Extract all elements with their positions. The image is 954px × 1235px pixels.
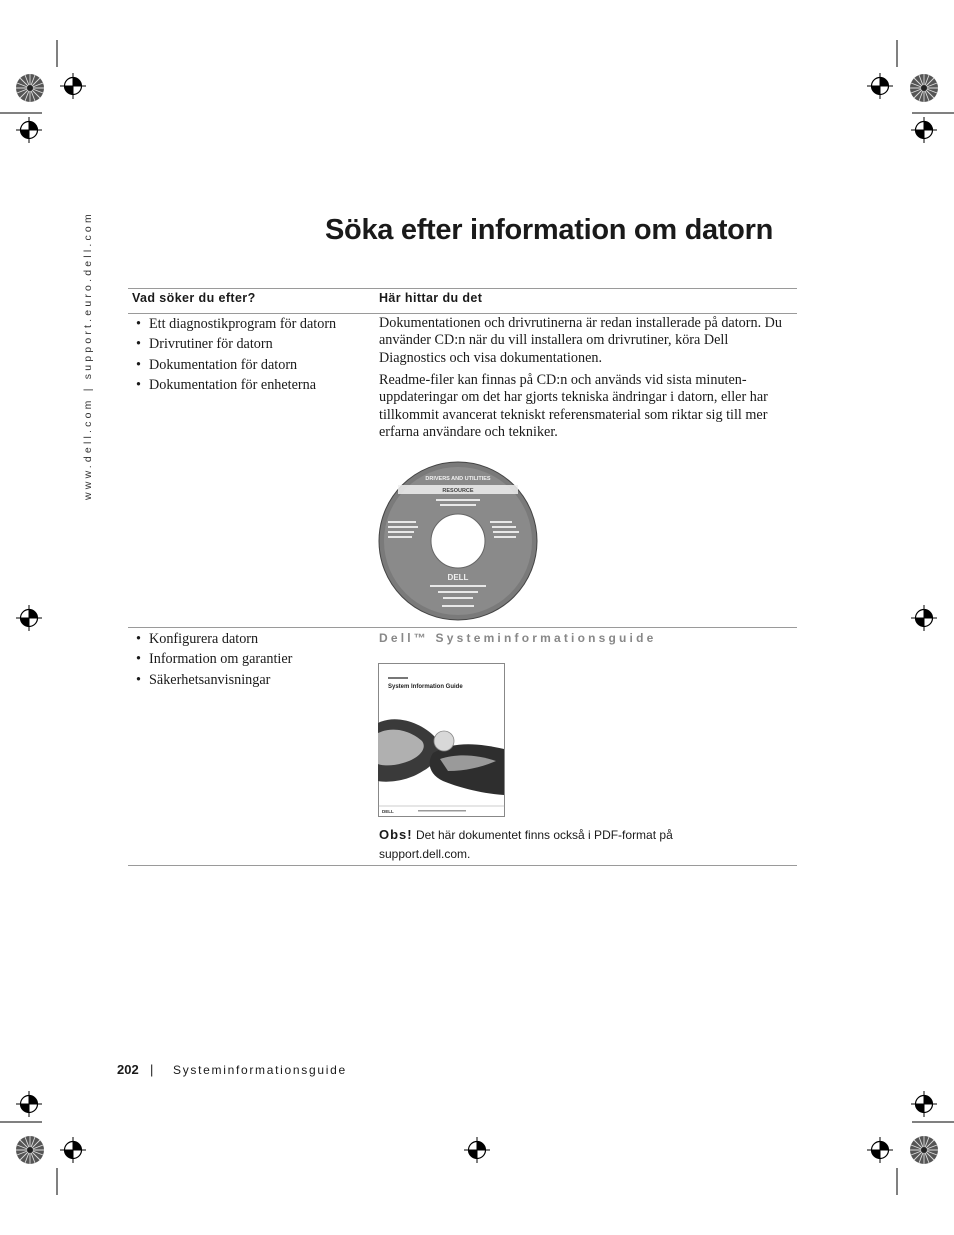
note-label: Obs! <box>379 827 413 842</box>
row1-paragraph-2: Readme-filer kan finnas på CD:n och används vid sista minuten-uppdateringar om det har gjorts tekniska ändringar i datorn, eller har tillkommit avancerat tekniskt referensmaterial som riktar sig till mer erfarna användare och tekniker. <box>379 372 768 441</box>
page-title: Söka efter information om datorn <box>325 214 773 246</box>
note-end: . <box>467 847 471 861</box>
row1-bullet-list <box>136 314 336 395</box>
list-item: • Konfigurera datorn <box>136 629 292 649</box>
page-number: 202 <box>117 1062 139 1077</box>
table-top-rule <box>128 288 797 289</box>
footer-separator: | <box>150 1062 154 1077</box>
support-link[interactable]: support.dell.com <box>379 847 468 861</box>
cd-brand-logo: DELL <box>447 573 469 582</box>
list-item: • Drivrutiner för datorn <box>136 334 336 354</box>
table-row-rule <box>128 627 797 628</box>
list-item: • Information om garantier <box>136 649 292 669</box>
list-item: • Dokumentation för enheterna <box>136 375 336 395</box>
guide-heading: Dell™ Systeminformationsguide <box>379 631 657 645</box>
list-item: • Ett diagnostikprogram för datorn <box>136 314 336 334</box>
cd-label-band: RESOURCE <box>442 488 474 494</box>
cover-brand: DELL <box>382 809 394 814</box>
cd-label-top: DRIVERS AND UTILITIES <box>425 476 491 482</box>
note-block <box>379 825 759 864</box>
table-bottom-rule <box>128 865 797 866</box>
list-item: • Säkerhetsanvisningar <box>136 670 292 690</box>
table-header-where: Här hittar du det <box>379 291 483 305</box>
note-text: Det här dokumentet finns också i PDF-format på <box>415 828 673 842</box>
footer-title: Systeminformationsguide <box>173 1063 347 1077</box>
row1-paragraph-1: Dokumentationen och drivrutinerna är redan installerade på datorn. Du använder CD:n när du vill installera om drivrutiner, köra Dell Diagnostics och visa dokumentationen. <box>379 315 783 366</box>
row2-bullet-list <box>136 629 292 690</box>
cover-title: System Information Guide <box>388 684 463 690</box>
drivers-cd-image <box>378 461 538 621</box>
system-information-guide-cover <box>378 663 506 818</box>
table-header-what: Vad söker du efter? <box>132 291 256 305</box>
list-item: • Dokumentation för datorn <box>136 355 336 375</box>
sidebar-url: www.dell.com | support.euro.dell.com <box>82 211 94 500</box>
